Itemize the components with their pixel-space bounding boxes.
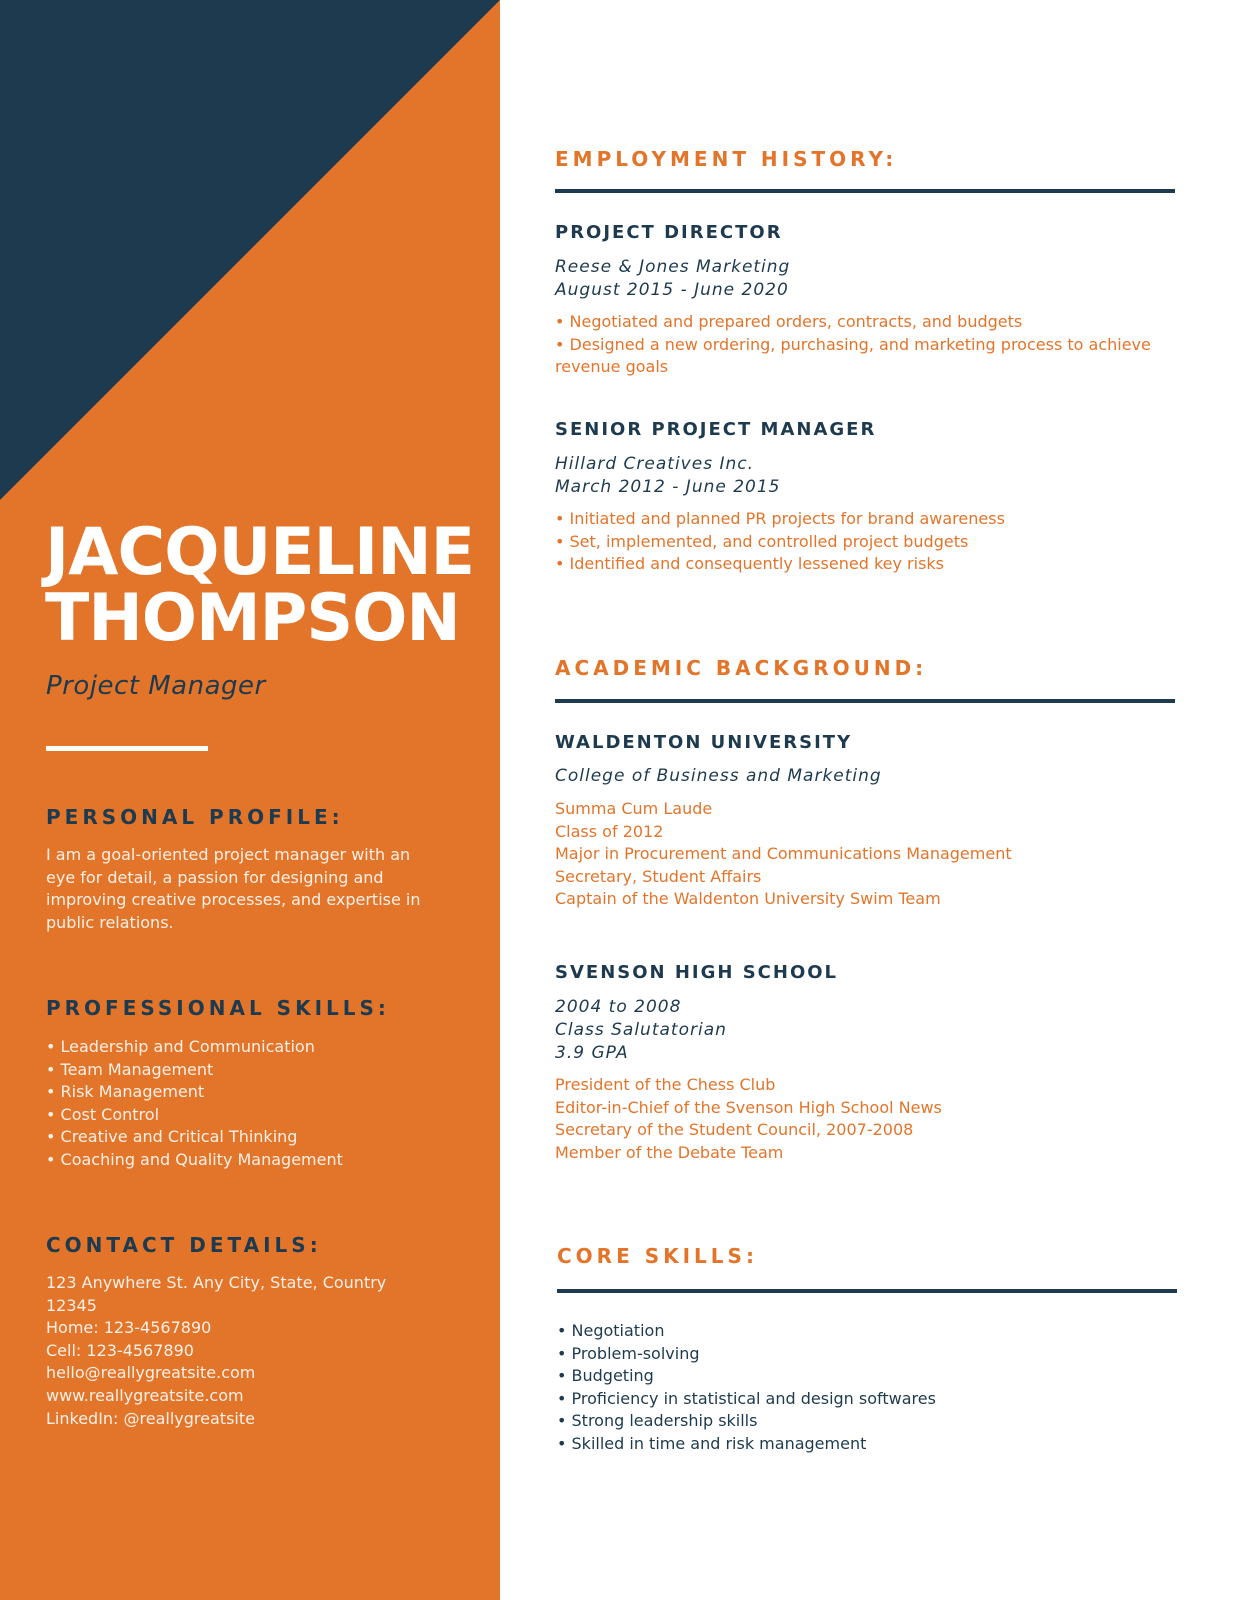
contact-postcode: 12345 [46, 1295, 97, 1315]
list-item: • Strong leadership skills [557, 1411, 758, 1431]
contact-home-phone: Home: 123-4567890 [46, 1318, 212, 1338]
personal-profile-heading: PERSONAL PROFILE: [46, 805, 344, 829]
list-item: Secretary of the Student Council, 2007-2008 [555, 1120, 914, 1140]
school-meta [555, 765, 882, 788]
job-meta [555, 453, 781, 499]
list-item: • Budgeting [557, 1366, 654, 1386]
list-item: • Set, implemented, and controlled project budgets [555, 531, 969, 551]
school-college: College of Business and Marketing [555, 766, 882, 786]
core-skills-divider [557, 1289, 1177, 1293]
first-name: JACQUELINE [45, 515, 475, 590]
job-meta [555, 256, 790, 302]
candidate-name [45, 515, 485, 656]
list-item: • Creative and Critical Thinking [46, 1127, 298, 1147]
job-dates: March 2012 - June 2015 [555, 477, 781, 497]
job-dates: August 2015 - June 2020 [555, 280, 789, 300]
list-item: Major in Procurement and Communications Management [555, 844, 1012, 864]
list-item: Summa Cum Laude [555, 799, 713, 818]
list-item: • Identified and consequently lessened key risks [555, 554, 944, 574]
list-item: • Team Management [46, 1059, 214, 1079]
list-item: Editor-in-Chief of the Svenson High School News [555, 1097, 942, 1117]
job-bullets [555, 508, 1180, 576]
list-item: • Risk Management [46, 1082, 205, 1102]
list-item: Member of the Debate Team [555, 1142, 784, 1162]
contact-details-heading: CONTACT DETAILS: [46, 1233, 322, 1257]
list-item: • Designed a new ordering, purchasing, and marketing process to achieve revenue goals [555, 334, 1151, 377]
professional-skills-heading: PROFESSIONAL SKILLS: [46, 996, 390, 1020]
list-item: • Leadership and Communication [46, 1037, 315, 1056]
list-item: • Negotiated and prepared orders, contracts, and budgets [555, 312, 1023, 331]
contact-cell-phone: Cell: 123-4567890 [46, 1340, 194, 1360]
list-item: • Initiated and planned PR projects for brand awareness [555, 509, 1005, 528]
job-role: Project Manager [46, 671, 266, 701]
job-company: Reese & Jones Marketing [555, 257, 791, 277]
job-bullets [555, 311, 1180, 379]
job-company: Hillard Creatives Inc. [555, 454, 754, 474]
list-item: • Coaching and Quality Management [46, 1149, 343, 1169]
list-item: Class of 2012 [555, 821, 664, 841]
contact-address: 123 Anywhere St. Any City, State, Country [46, 1273, 387, 1292]
school-gpa: 3.9 GPA [555, 1043, 629, 1063]
list-item: Secretary, Student Affairs [555, 866, 762, 886]
school-name: WALDENTON UNIVERSITY [555, 732, 853, 753]
contact-website: www.reallygreatsite.com [46, 1385, 244, 1405]
school-years: 2004 to 2008 [555, 997, 682, 1017]
navy-corner-triangle [0, 0, 500, 500]
core-skills-heading: CORE SKILLS: [557, 1244, 758, 1268]
core-skills-list [557, 1320, 1177, 1456]
contact-linkedin: LinkedIn: @reallygreatsite [46, 1408, 255, 1428]
school-honor: Class Salutatorian [555, 1020, 727, 1040]
job-title: PROJECT DIRECTOR [555, 222, 783, 243]
list-item: Captain of the Waldenton University Swim Team [555, 889, 941, 909]
school-details [555, 1074, 1180, 1164]
name-divider [46, 746, 208, 751]
employment-history-heading: EMPLOYMENT HISTORY: [555, 147, 898, 171]
profile-paragraph: I am a goal-oriented project manager with an eye for detail, a passion for designing and improving creative processes, and expertise in public relations. [46, 845, 421, 932]
list-item: • Cost Control [46, 1104, 160, 1124]
list-item: President of the Chess Club [555, 1075, 776, 1094]
contact-details-list [46, 1272, 446, 1430]
job-title: SENIOR PROJECT MANAGER [555, 419, 877, 440]
last-name: THOMPSON [45, 581, 460, 656]
academic-divider [555, 699, 1175, 703]
academic-background-heading: ACADEMIC BACKGROUND: [555, 656, 928, 680]
contact-email: hello@reallygreatsite.com [46, 1363, 256, 1383]
list-item: • Proficiency in statistical and design softwares [557, 1388, 936, 1408]
school-details [555, 798, 1180, 911]
personal-profile-text [46, 844, 426, 934]
school-name: SVENSON HIGH SCHOOL [555, 962, 839, 983]
list-item: • Problem-solving [557, 1343, 700, 1363]
list-item: • Skilled in time and risk management [557, 1433, 867, 1453]
list-item: • Negotiation [557, 1321, 665, 1340]
professional-skills-list [46, 1036, 446, 1172]
employment-divider [555, 189, 1175, 193]
school-meta [555, 996, 727, 1065]
